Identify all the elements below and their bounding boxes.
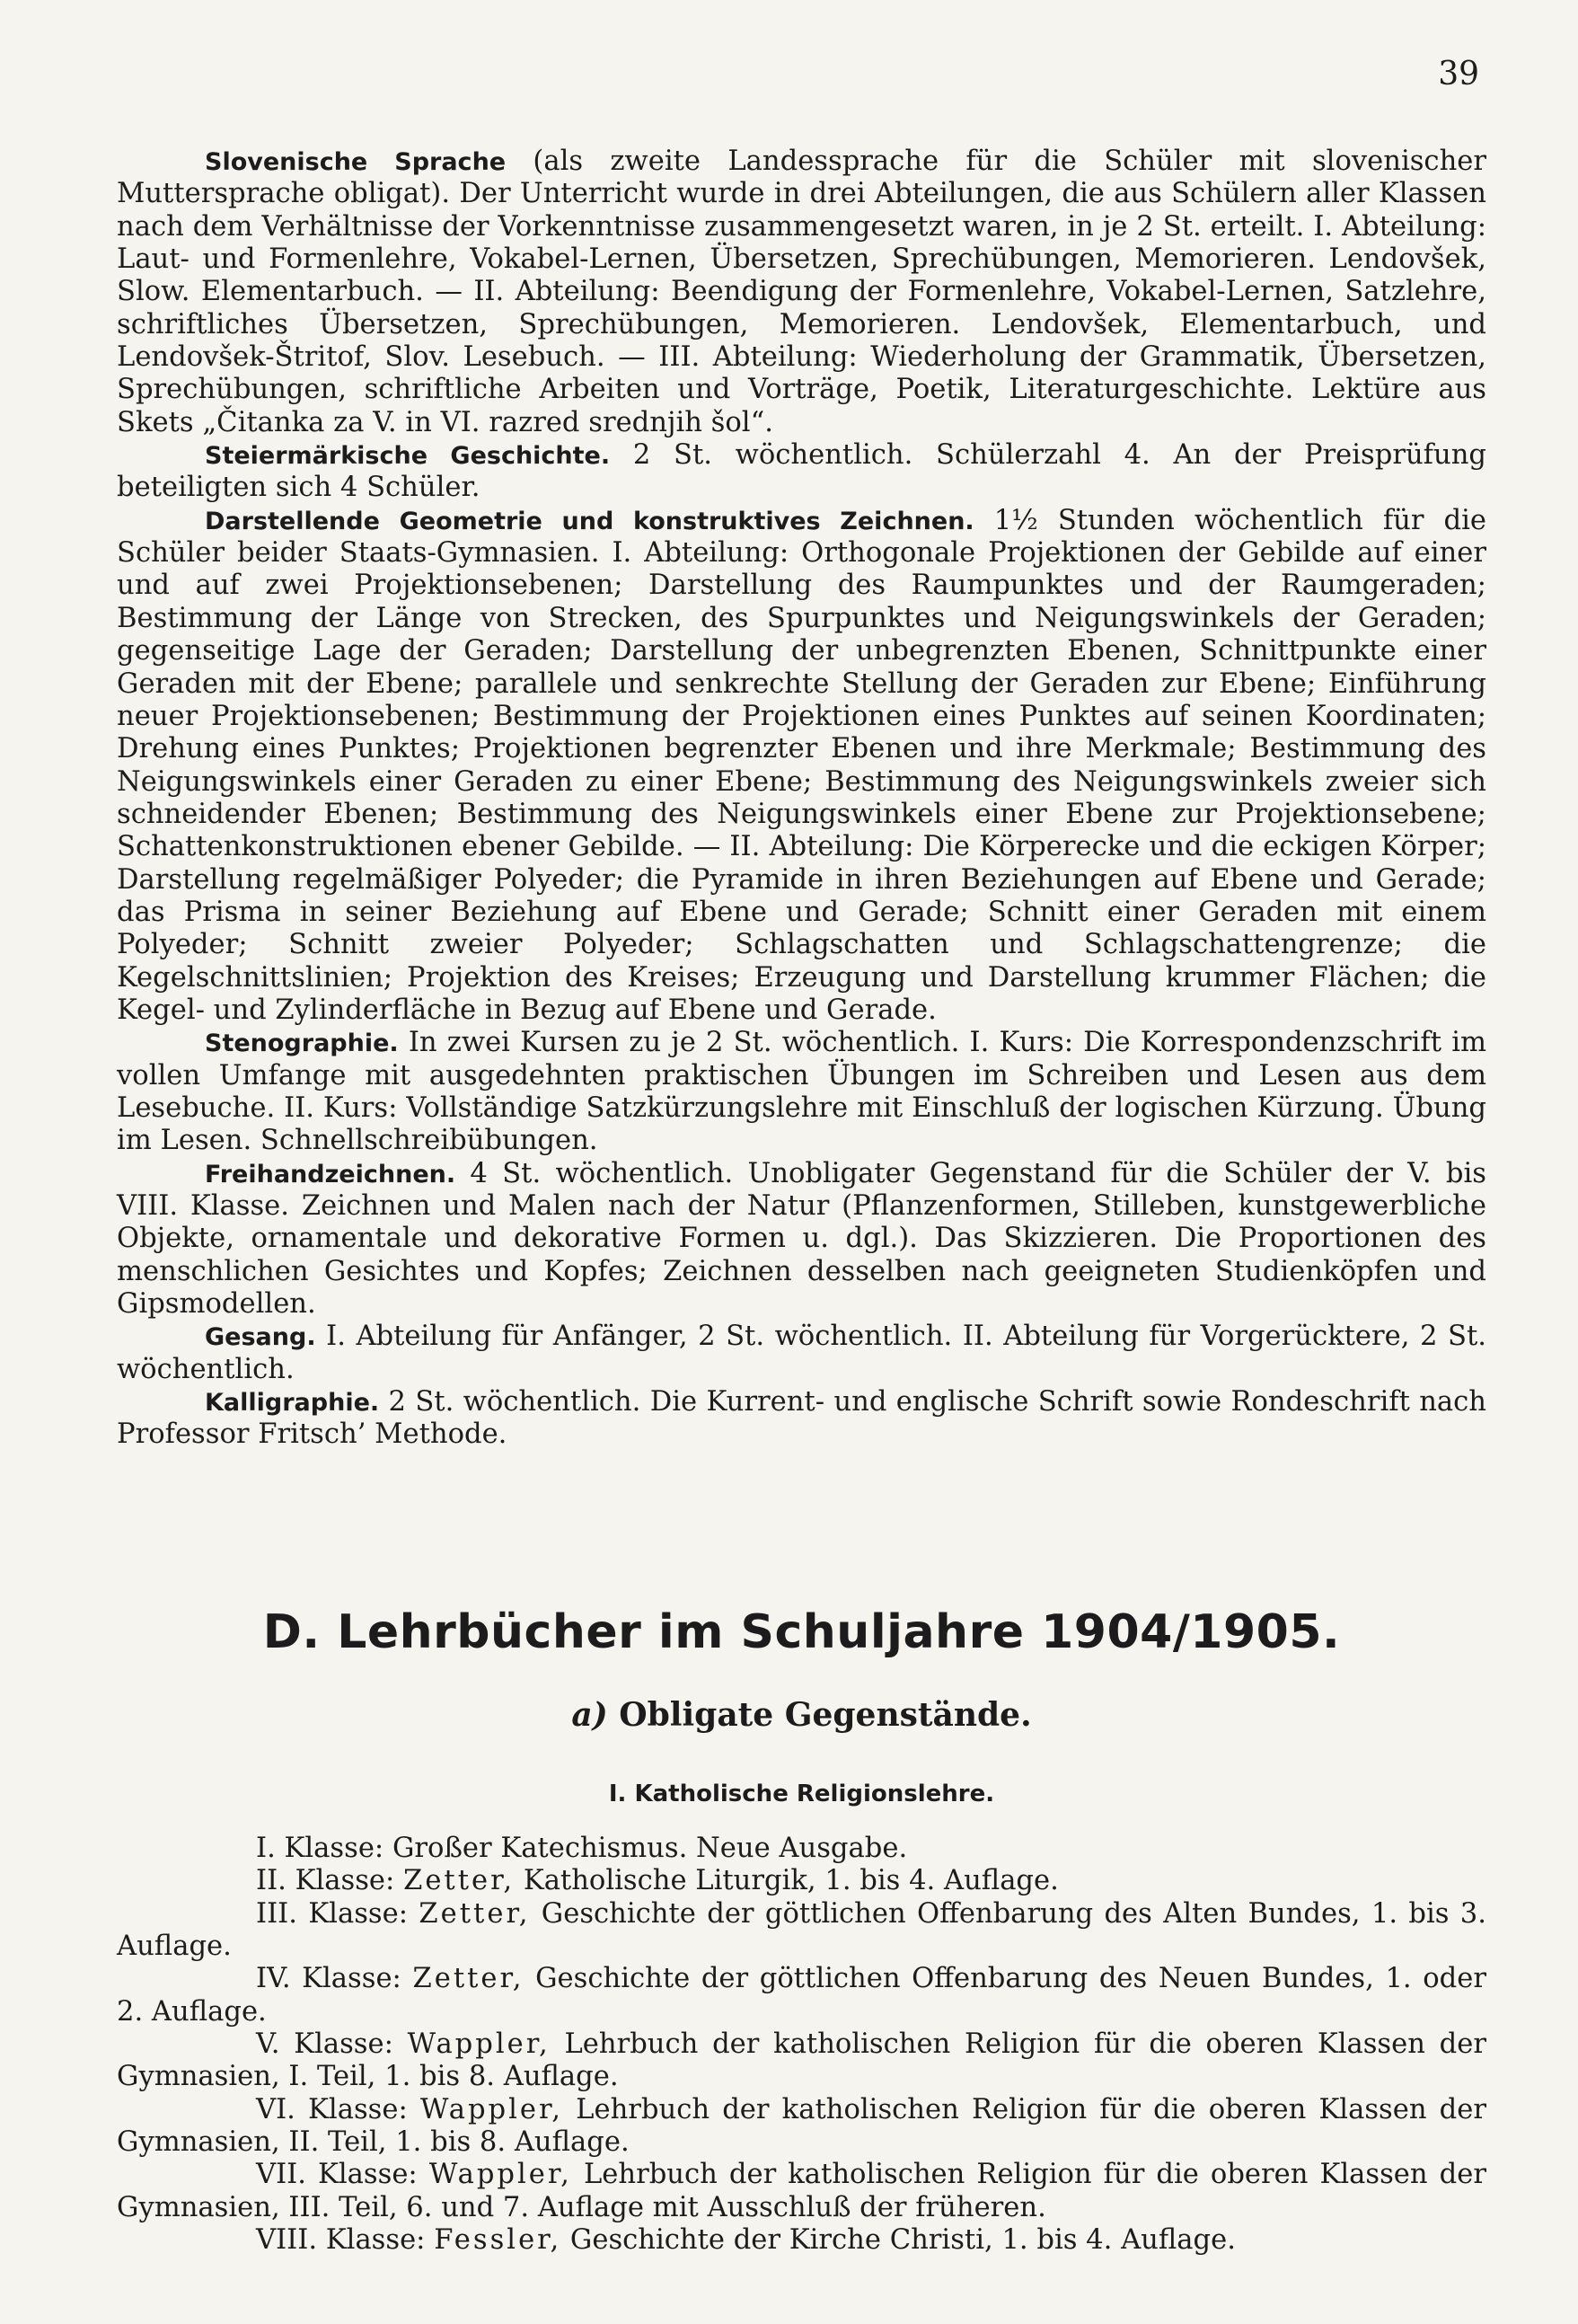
class-label: VI. Klasse: — [256, 2093, 408, 2125]
subsection-label: Obligate Gegenstände. — [619, 1696, 1032, 1734]
class-label: IV. Klasse: — [256, 1963, 401, 1995]
book-text: Katholische Liturgik, 1. bis 4. Auflage. — [515, 1865, 1059, 1897]
author-name: Zetter, — [403, 1865, 516, 1897]
paragraph-heading: Steiermärkische Geschichte. — [205, 442, 611, 471]
textbook-list — [117, 1833, 1486, 2257]
class-label: V. Klasse: — [256, 2028, 393, 2061]
course-descriptions — [117, 146, 1486, 1452]
book-text: Großer Katechismus. Neue Ausgabe. — [392, 1833, 908, 1864]
paragraph-darstellende-geometrie — [117, 505, 1486, 1028]
paragraph-freihandzeichnen — [117, 1158, 1486, 1321]
book-text: Geschichte der Kirche Christi, 1. bis 4. Auflage. — [561, 2224, 1236, 2257]
paragraph-text: 1½ Stunden wöchentlich für die Schüler beider Staats-Gymnasien. I. Abteilung: Orthogonale Projektionen der Gebilde auf einer und auf zwei Projektionsebenen; Darstellung des Raumpunktes und der Raumgeraden; Bestimmung der Länge von Strecken, des Spurpunktes und Neigungswinkels der Geraden; gegenseitige Lage der Geraden; Darstellung der unbegrenzten Ebenen, Schnittpunkte einer Geraden mit der Ebene; parallele und senkrechte Stellung der Geraden zur Ebene; Einführung neuer Projektionsebenen; Bestimmung der Projektionen eines Punktes auf seinen Koordinaten; Drehung eines Punktes; Projektionen begrenzter Ebenen und ihre Merkmale; Bestimmung des Neigungswinkels einer Geraden zu einer Ebene; Bestimmung des Neigungswinkels zweier sich schneidender Ebenen; Bestimmung des Neigungswinkels einer Ebene zur Projektionsebene; Schattenkonstruktionen ebener Gebilde. — II. Abteilung: Die Körperecke und die eckigen Körper; Darstellung regelmäßiger Polyeder; die Pyramide in ihren Beziehungen auf Ebene und Gerade; das Prisma in seiner Beziehung auf Ebene und Gerade; Schnitt einer Geraden mit einem Polyeder; Schnitt zweier Polyeder; Schlagschatten und Schlagschattengrenze; die Kegelschnittslinien; Projektion des Kreises; Erzeugung und Darstellung krummer Flächen; die Kegel- und Zylinderfläche in Bezug auf Ebene und Gerade. — [117, 504, 1486, 1026]
paragraph-heading: Freihandzeichnen. — [205, 1160, 456, 1189]
list-item — [117, 2224, 1486, 2257]
religion-heading: I. Katholische Religionslehre. — [608, 1781, 995, 1807]
paragraph-text: In zwei Kursen zu je 2 St. wöchentlich. I. Kurs: Die Korrespondenzschrift im vollen Umfange mit ausgedehnten praktischen Übungen im Schreiben und Lesen aus dem Lesebuche. II. Kurs: Vollständige Satzkürzungslehre mit Einschluß der logischen Kürzung. Übung im Lesen. Schnellschreibübungen. — [117, 1027, 1486, 1157]
list-item — [117, 2159, 1486, 2224]
paragraph-stenographie — [117, 1027, 1486, 1157]
author-name: Zetter, — [419, 1897, 531, 1930]
section-title: D. Lehrbücher im Schuljahre 1904/1905. — [262, 1605, 1341, 1659]
author-name: Wappler, — [419, 2093, 564, 2125]
book-text: Geschichte der göttlichen Offenbarung des Neuen Bundes, 1. oder 2. Auflage. — [117, 1963, 1486, 2028]
class-label: VIII. Klasse: — [256, 2224, 426, 2257]
author-name: Zetter, — [412, 1963, 525, 1995]
list-item — [117, 1865, 1486, 1897]
paragraph-heading: Kalligraphie. — [205, 1389, 380, 1418]
book-text: Lehrbuch der katholischen Religion für die oberen Klassen der Gymnasien, II. Teil, 1. bis 8. Auflage. — [117, 2093, 1486, 2159]
author-name: Fessler, — [434, 2224, 562, 2257]
list-item — [117, 1833, 1486, 1865]
book-text: Lehrbuch der katholischen Religion für die oberen Klassen der Gymnasien, III. Teil, 6. und 7. Auflage mit Ausschluß der früheren. — [117, 2159, 1486, 2223]
paragraph-text: 4 St. wöchentlich. Unobligater Gegenstand für die Schüler der V. bis VIII. Klasse. Zeichnen und Malen nach der Natur (Pflanzenformen, Stilleben, kunstgewerbliche Objekte, ornamentale und dekorative Formen u. dgl.). Das Skizzieren. Die Proportionen des menschlichen Gesichtes und Kopfes; Zeichnen desselben nach geeigneten Studienköpfen und Gipsmodellen. — [117, 1157, 1486, 1321]
paragraph-heading: Slovenische Sprache — [205, 148, 507, 176]
paragraph-heading: Darstellende Geometrie und konstruktives Zeichnen. — [205, 507, 974, 535]
paragraph-heading: Gesang. — [205, 1323, 316, 1352]
class-label: I. Klasse: — [256, 1833, 384, 1864]
author-name: Wappler, — [407, 2028, 551, 2061]
list-item — [117, 2094, 1486, 2160]
class-label: II. Klasse: — [256, 1865, 395, 1897]
list-item — [117, 1963, 1486, 2028]
paragraph-heading: Stenographie. — [205, 1029, 399, 1058]
subsection-title — [117, 1696, 1486, 1734]
page-number: 39 — [1438, 56, 1479, 93]
paragraph-text: 2 St. wöchentlich. Die Kurrent- und englische Schrift sowie Rondeschrift nach Professor Fritsch’ Methode. — [117, 1386, 1486, 1451]
list-item — [117, 2028, 1486, 2094]
paragraph-text: (als zweite Landessprache für die Schüler mit slovenischer Muttersprache obligat). Der Unterricht wurde in drei Abteilungen, die aus Schülern aller Klassen nach dem Verhältnisse der Vorkenntnisse zusammengesetzt waren, in je 2 St. erteilt. I. Abteilung: Laut- und Formenlehre, Vokabel-Lernen, Übersetzen, Sprechübungen, Memorieren. Lendovšek, Slow. Elementarbuch. — II. Abteilung: Beendigung der Formenlehre, Vokabel-Lernen, Satzlehre, schriftliches Übersetzen, Sprechübungen, Memorieren. Lendovšek, Elementarbuch, und Lendovšek-Štritof, Slov. Lesebuch. — III. Abteilung: Wiederholung der Grammatik, Übersetzen, Sprechübungen, schriftliche Arbeiten und Vorträge, Poetik, Literaturgeschichte. Lektüre aus Skets „Čitanka za V. in VI. razred srednjih šol“. — [117, 146, 1487, 438]
class-label: VII. Klasse: — [256, 2159, 418, 2191]
list-item — [117, 1898, 1486, 1964]
class-label: III. Klasse: — [256, 1897, 409, 1930]
paragraph-steiermaerkische-geschichte — [117, 439, 1486, 505]
book-text: Lehrbuch der katholischen Religion für die oberen Klassen der Gymnasien, I. Teil, 1. bis 8. Auflage. — [117, 2028, 1486, 2093]
paragraph-kalligraphie — [117, 1386, 1486, 1452]
author-name: Wappler, — [428, 2159, 572, 2191]
paragraph-text: I. Abteilung für Anfänger, 2 St. wöchentlich. II. Abteilung für Vorgerücktere, 2 St. wöchentlich. — [117, 1321, 1486, 1385]
paragraph-text: 2 St. wöchentlich. Schülerzahl 4. An der Preisprüfung beteiligten sich 4 Schüler. — [117, 439, 1486, 504]
subsection-mark: a) — [571, 1696, 608, 1734]
paragraph-slovenische-sprache — [117, 146, 1486, 439]
book-text: Geschichte der göttlichen Offenbarung des Alten Bundes, 1. bis 3. Auflage. — [117, 1897, 1487, 1963]
paragraph-gesang — [117, 1321, 1486, 1386]
